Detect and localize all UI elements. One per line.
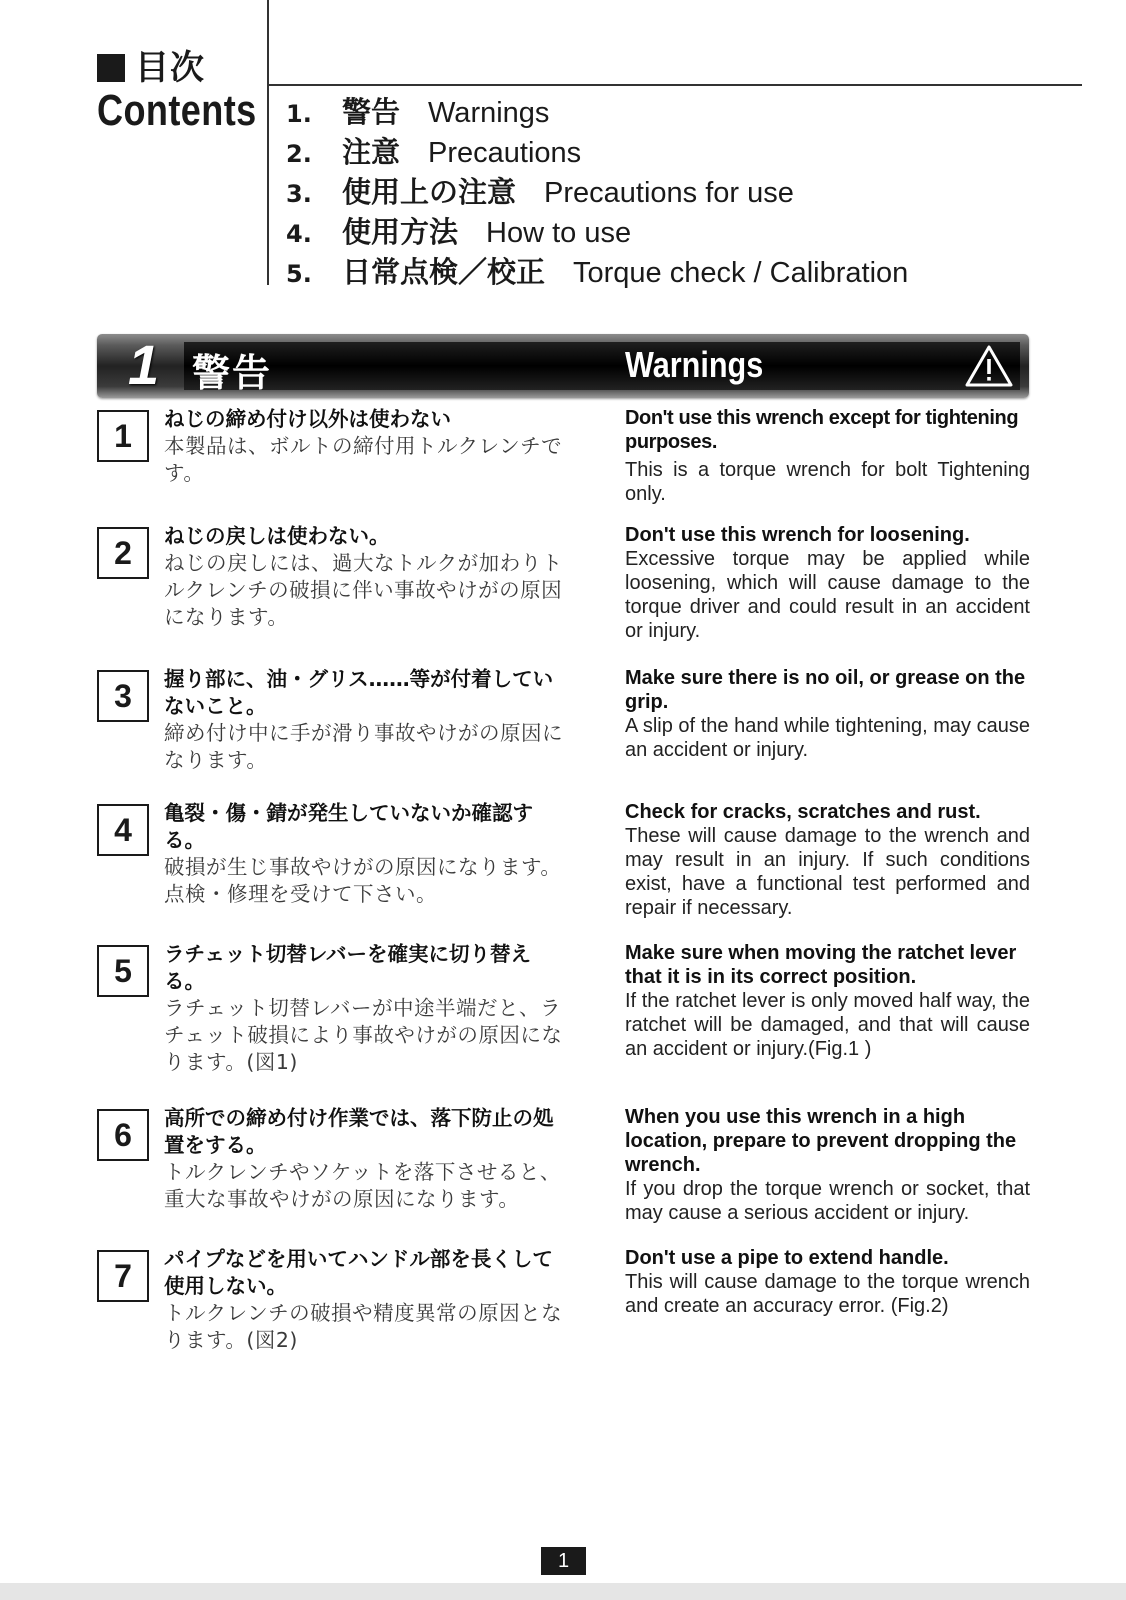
item-jp-text (164, 406, 568, 487)
item-en-body: A slip of the hand while tightening, may cause an accident or injury. (625, 715, 1030, 761)
item-en-text (625, 1246, 1030, 1318)
item-en-body: This is a torque wrench for bolt Tightening only. (625, 459, 1030, 505)
item-jp-heading: 高所での締め付け作業では、落下防止の処置をする。 (164, 1106, 554, 1157)
item-jp-heading: パイプなどを用いてハンドル部を長くして使用しない。 (164, 1247, 553, 1298)
item-jp-heading: 握り部に、油・グリス……等が付着していないこと。 (164, 667, 554, 718)
item-jp-heading: 亀裂・傷・錆が発生していないか確認する。 (164, 801, 533, 852)
header-horizontal-rule (267, 84, 1082, 86)
item-jp-text (164, 666, 568, 774)
item-en-text (625, 800, 1030, 920)
footer-bar (0, 1583, 1126, 1600)
item-en-text (625, 406, 1030, 506)
toc-item[interactable]: 5. 日常点検／校正 Torque check / Calibration (286, 255, 909, 289)
item-jp-text (164, 523, 568, 631)
item-number-box: 4 (97, 804, 149, 856)
item-en-heading: Don't use this wrench for loosening. (625, 524, 970, 546)
toc-item[interactable]: 3. 使用上の注意 Precautions for use (286, 175, 794, 209)
item-en-heading: Make sure there is no oil, or grease on the grip. (625, 667, 1026, 713)
item-en-body: This will cause damage to the torque wrench and create an accuracy error. (Fig.2) (625, 1271, 1030, 1317)
item-jp-body: 本製品は、ボルトの締付用トルクレンチです。 (164, 434, 563, 485)
header-vertical-rule (267, 0, 269, 285)
item-number-box: 1 (97, 410, 149, 462)
item-jp-heading: ねじの戻しは使わない。 (164, 524, 390, 548)
page-number: 1 (541, 1547, 586, 1575)
item-jp-body: トルクレンチやソケットを落下させると、重大な事故やけがの原因になります。 (164, 1160, 561, 1211)
toc-item[interactable]: 2. 注意 Precautions (286, 135, 582, 169)
item-jp-heading: ねじの締め付け以外は使わない (164, 407, 451, 431)
item-jp-body: 破損が生じ事故やけがの原因になります。点検・修理を受けて下さい。 (164, 855, 562, 906)
item-jp-body: ねじの戻しには、過大なトルクが加わりトルクレンチの破損に伴い事故やけがの原因になります。 (164, 551, 563, 629)
item-number-box: 3 (97, 670, 149, 722)
item-en-heading: Don't use this wrench except for tightening purposes. (625, 407, 1019, 453)
table-of-contents (286, 92, 908, 292)
item-jp-body: トルクレンチの破損や精度異常の原因となります。(図2) (164, 1301, 563, 1352)
item-jp-body: ラチェット切替レバーが中途半端だと、ラチェット破損により事故やけがの原因になります。(図1) (164, 996, 563, 1074)
item-jp-body: 締め付け中に手が滑り事故やけがの原因になります。 (164, 721, 563, 772)
item-en-text (625, 1105, 1030, 1225)
warning-triangle-icon (964, 344, 1014, 388)
item-en-heading: When you use this wrench in a high location, prepare to prevent dropping the wrench. (625, 1106, 1017, 1176)
item-en-body: Excessive torque may be applied while loosening, which will cause damage to the torque driver and could result in an accident or injury. (625, 548, 1030, 642)
section-number: 1 (128, 333, 160, 396)
toc-item[interactable]: 1. 警告 Warnings (286, 95, 550, 129)
square-bullet-icon (97, 54, 125, 82)
item-jp-text (164, 800, 568, 908)
item-en-heading: Don't use a pipe to extend handle. (625, 1247, 949, 1269)
mokuji-heading: 目次 (97, 40, 205, 89)
item-number-box: 6 (97, 1109, 149, 1161)
item-en-body: If the ratchet lever is only moved half way, the ratchet will be damaged, and that will cause an accident or injury.(Fig.1 ) (625, 990, 1030, 1060)
item-en-text (625, 666, 1030, 762)
toc-item[interactable]: 4. 使用方法 How to use (286, 215, 632, 249)
item-number-box: 2 (97, 527, 149, 579)
item-en-text (625, 523, 1030, 643)
item-en-heading: Check for cracks, scratches and rust. (625, 801, 981, 823)
item-jp-text (164, 1246, 568, 1354)
item-number-box: 7 (97, 1250, 149, 1302)
item-en-body: If you drop the torque wrench or socket, that may cause a serious accident or injury. (625, 1178, 1030, 1224)
section-banner-inner (184, 342, 1020, 390)
item-en-body: These will cause damage to the wrench and may result in an injury. If such conditions exist, have a functional test performed and repair if necessary. (625, 825, 1030, 919)
item-number-box: 5 (97, 945, 149, 997)
item-jp-text (164, 941, 568, 1076)
section-title-jp: 警告 (192, 351, 273, 395)
item-jp-text (164, 1105, 568, 1213)
item-jp-heading: ラチェット切替レバーを確実に切り替える。 (164, 942, 531, 993)
section-title-en: Warnings (625, 344, 764, 385)
item-en-text (625, 941, 1030, 1061)
contents-title: Contents (97, 86, 257, 135)
item-en-heading: Make sure when moving the ratchet lever that it is in its correct position. (625, 942, 1017, 988)
